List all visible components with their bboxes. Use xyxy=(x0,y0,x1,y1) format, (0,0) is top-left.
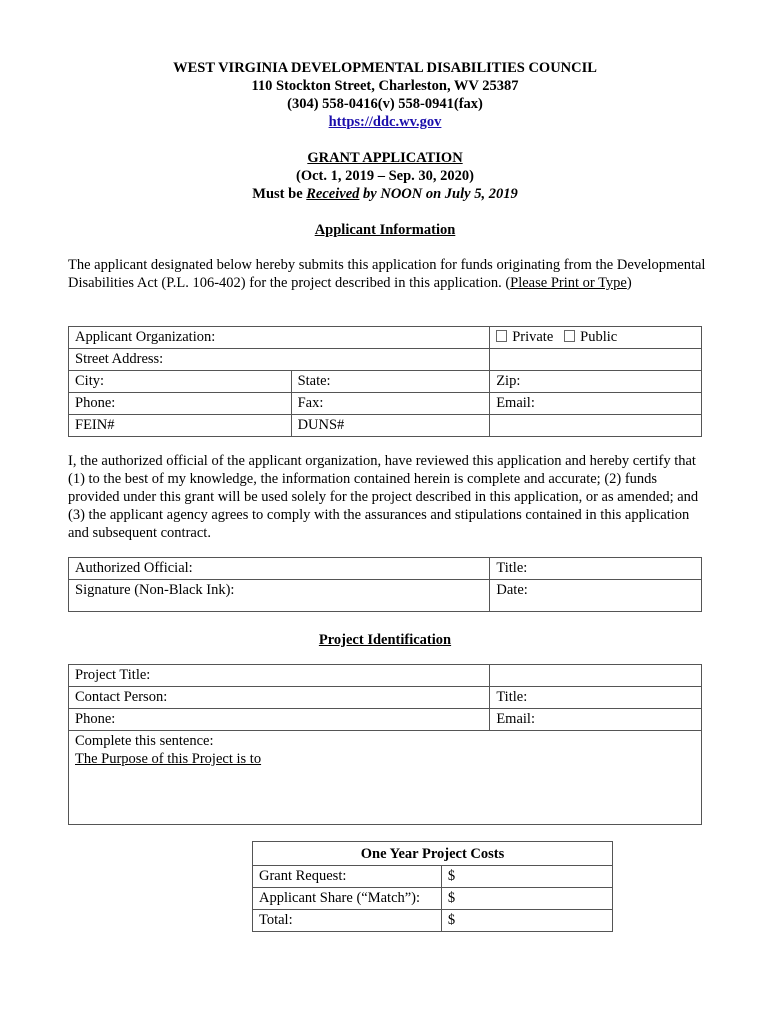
date-label: Date: xyxy=(496,582,528,598)
costs-heading: One Year Project Costs xyxy=(253,842,613,866)
total-field[interactable]: $ xyxy=(441,910,612,932)
table-row xyxy=(69,558,702,580)
private-label: Private xyxy=(512,329,554,345)
table-row xyxy=(69,731,702,825)
council-address: 110 Stockton Street, Charleston, WV 25387 xyxy=(251,78,519,94)
project-table xyxy=(68,664,702,825)
table-row xyxy=(69,415,702,437)
deadline-suffix: by NOON on July 5, 2019 xyxy=(359,186,518,202)
project-phone-field[interactable] xyxy=(69,709,490,731)
applicant-organization-field[interactable] xyxy=(69,327,490,349)
certification-paragraph: I, the authorized official of the applicant organization, have reviewed this application and hereby certify that (1) to the best of my knowledge, the information contained herein is complete and accurate; (2) funds provided under this grant will be used solely for the project described in this application, or as amended; and (3) the applicant agency agrees to comply with the assurances and stipulations contained in this application and subsequent contract. xyxy=(68,453,699,541)
table-row xyxy=(69,349,702,371)
grant-request-field[interactable]: $ xyxy=(441,866,612,888)
table-row xyxy=(253,842,613,866)
council-name: WEST VIRGINIA DEVELOPMENTAL DISABILITIES COUNCIL xyxy=(173,60,597,76)
signature-field[interactable] xyxy=(69,580,490,612)
complete-sentence-label: Complete this sentence: xyxy=(75,733,214,749)
fein-label: FEIN# xyxy=(75,417,115,433)
city-field[interactable] xyxy=(69,371,292,393)
project-email-label: Email: xyxy=(496,711,535,727)
public-label: Public xyxy=(580,329,618,345)
project-identification-heading: Project Identification xyxy=(318,632,452,648)
table-row xyxy=(69,665,702,687)
organization-label: Applicant Organization: xyxy=(75,329,216,345)
authorized-official-field[interactable] xyxy=(69,558,490,580)
applicant-table xyxy=(68,326,702,437)
duns-field[interactable] xyxy=(291,415,490,437)
state-field[interactable] xyxy=(291,371,490,393)
project-phone-label: Phone: xyxy=(75,711,116,727)
intro-main-text: The applicant designated below hereby submits this application for funds originating from the Developmental Disabilities Act (P.L. 106-402) for the project described in this application. ( xyxy=(68,257,706,291)
public-checkbox[interactable] xyxy=(564,330,575,342)
project-email-field[interactable] xyxy=(490,709,702,731)
table-row xyxy=(69,687,702,709)
project-purpose-field[interactable] xyxy=(69,731,702,825)
council-phone: (304) 558-0416(v) 558-0941(fax) xyxy=(287,96,483,112)
phone-field[interactable] xyxy=(69,393,292,415)
submission-deadline xyxy=(0,185,770,203)
project-title-field[interactable] xyxy=(69,665,490,687)
table-row xyxy=(69,327,702,349)
contact-person-label: Contact Person: xyxy=(75,689,168,705)
empty-cell xyxy=(490,415,702,437)
table-row xyxy=(69,709,702,731)
table-row xyxy=(253,866,613,888)
intro-end: ) xyxy=(626,275,632,291)
official-title-field[interactable] xyxy=(490,558,702,580)
contact-title-field[interactable] xyxy=(490,687,702,709)
form-title-row xyxy=(0,149,770,167)
applicant-share-label: Applicant Share (“Match”): xyxy=(253,888,442,910)
table-row xyxy=(253,888,613,910)
project-costs-table xyxy=(252,841,613,932)
phone-label: Phone: xyxy=(75,395,116,411)
empty-cell xyxy=(490,349,702,371)
grant-period: (Oct. 1, 2019 – Sep. 30, 2020) xyxy=(295,168,474,184)
private-checkbox[interactable] xyxy=(496,330,507,342)
total-label: Total: xyxy=(253,910,442,932)
zip-field[interactable] xyxy=(490,371,702,393)
table-row xyxy=(69,371,702,393)
council-website-link[interactable]: https://ddc.wv.gov xyxy=(328,114,442,130)
city-label: City: xyxy=(75,373,105,389)
intro-print-type: Please Print or Type xyxy=(510,275,627,291)
grant-request-label: Grant Request: xyxy=(253,866,442,888)
table-row xyxy=(69,580,702,612)
project-title-label: Project Title: xyxy=(75,667,151,683)
deadline-prefix: Must be xyxy=(252,186,307,202)
zip-label: Zip: xyxy=(496,373,521,389)
fax-field[interactable] xyxy=(291,393,490,415)
table-row xyxy=(69,393,702,415)
official-title-label: Title: xyxy=(496,560,528,576)
email-field[interactable] xyxy=(490,393,702,415)
applicant-intro-paragraph xyxy=(68,256,708,292)
deadline-received: Received xyxy=(306,186,360,202)
council-website-row xyxy=(0,113,770,131)
fein-field[interactable] xyxy=(69,415,292,437)
org-type-field xyxy=(490,327,702,349)
contact-title-label: Title: xyxy=(496,689,528,705)
date-field[interactable] xyxy=(490,580,702,612)
official-label: Authorized Official: xyxy=(75,560,193,576)
street-label: Street Address: xyxy=(75,351,164,367)
duns-label: DUNS# xyxy=(297,417,345,433)
signature-label: Signature (Non-Black Ink): xyxy=(75,582,235,598)
state-label: State: xyxy=(297,373,331,389)
form-title: GRANT APPLICATION xyxy=(307,150,463,166)
authorization-table xyxy=(68,557,702,612)
contact-person-field[interactable] xyxy=(69,687,490,709)
fax-label: Fax: xyxy=(297,395,324,411)
table-row xyxy=(253,910,613,932)
street-address-field[interactable] xyxy=(69,349,490,371)
empty-cell xyxy=(490,665,702,687)
email-label: Email: xyxy=(496,395,535,411)
applicant-info-heading: Applicant Information xyxy=(314,222,456,238)
applicant-share-field[interactable]: $ xyxy=(441,888,612,910)
purpose-prompt: The Purpose of this Project is to xyxy=(75,751,262,767)
